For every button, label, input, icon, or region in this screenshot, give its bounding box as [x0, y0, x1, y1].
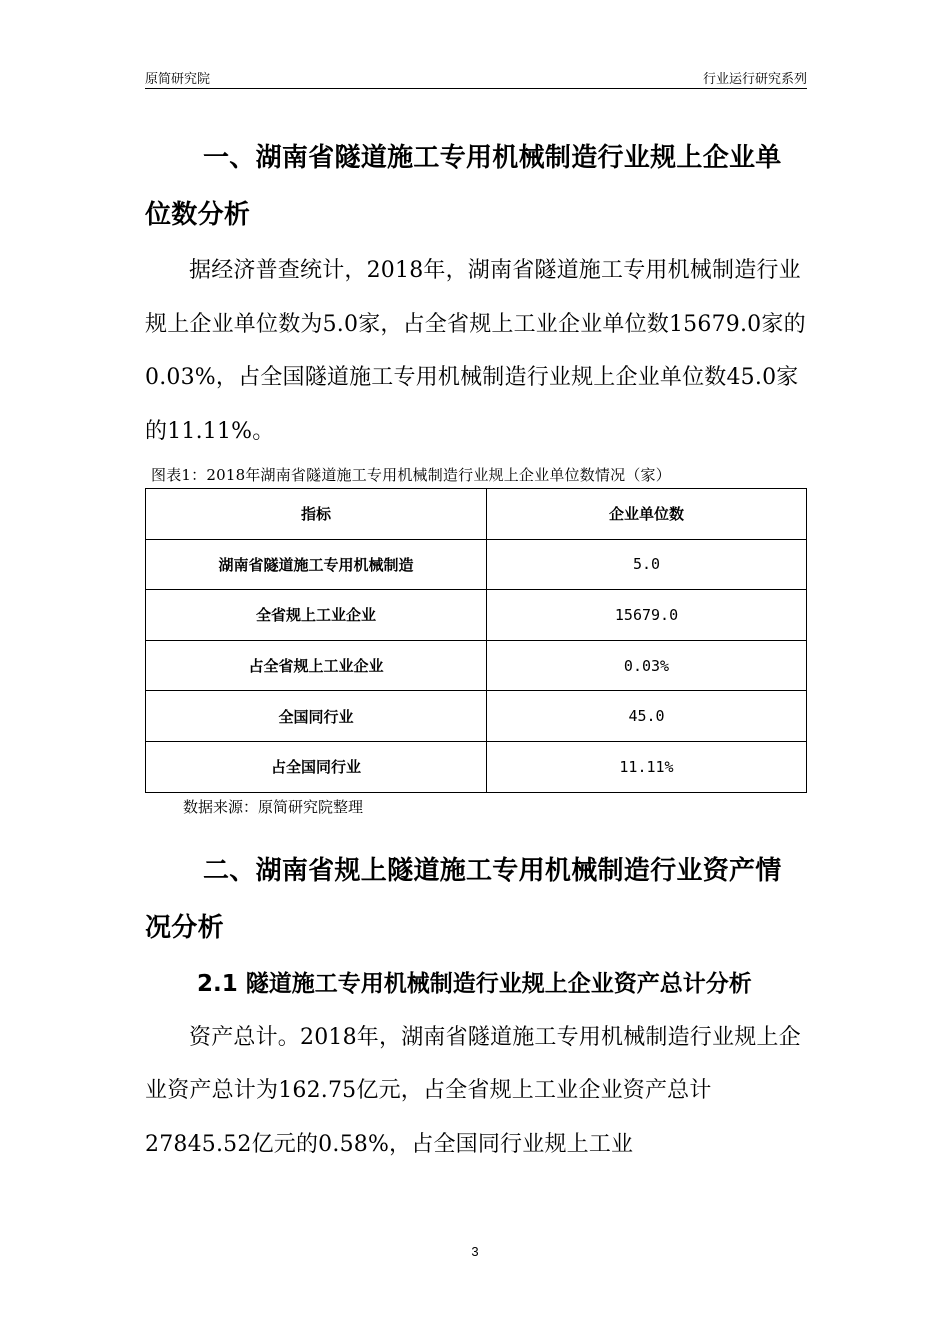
page-number: 3 [471, 1244, 479, 1259]
header-left-title: 原简研究院 [145, 72, 211, 87]
table-source-note: 数据来源：原简研究院整理 [183, 797, 364, 816]
section-1-heading: 一、湖南省隧道施工专用机械制造行业规上企业单位数分析 [145, 143, 782, 230]
table-row [146, 539, 807, 590]
section-1-paragraph: 据经济普查统计，2018年，湖南省隧道施工专用机械制造行业规上企业单位数为5.0家，占全省规上工业企业单位数15679.0家的0.03%，占全国隧道施工专用机械制造行业规上企业单位数45.0家的11.11%。 [145, 258, 806, 444]
table-cell-label: 全省规上工业企业 [146, 590, 487, 641]
table-row [146, 640, 807, 691]
table-cell-label: 占全国同行业 [146, 741, 487, 792]
table-row [146, 590, 807, 641]
table-cell-value: 0.03% [487, 640, 807, 691]
table-cell-value: 5.0 [487, 539, 807, 590]
table-header-row [146, 489, 807, 540]
table-cell-value: 15679.0 [487, 590, 807, 641]
table-row [146, 691, 807, 742]
table-cell-label: 占全省规上工业企业 [146, 640, 487, 691]
table-caption: 图表1：2018年湖南省隧道施工专用机械制造行业规上企业单位数情况（家） [151, 466, 671, 484]
table-cell-label: 湖南省隧道施工专用机械制造 [146, 539, 487, 590]
section-2-1-heading: 2.1 隧道施工专用机械制造行业规上企业资产总计分析 [197, 970, 752, 997]
header-right-title: 行业运行研究系列 [702, 72, 807, 87]
table-cell-value: 11.11% [487, 741, 807, 792]
table-header-indicator: 指标 [146, 489, 487, 540]
table-cell-value: 45.0 [487, 691, 807, 742]
document-body [145, 130, 807, 1171]
section-2-paragraph: 资产总计。2018年，湖南省隧道施工专用机械制造行业规上企业资产总计为162.75亿元，占全省规上工业企业资产总计27845.52亿元的0.58%，占全国同行业规上工业 [145, 1024, 801, 1157]
page-header [145, 66, 807, 89]
table-row [146, 741, 807, 792]
section-2-heading: 二、湖南省规上隧道施工专用机械制造行业资产情况分析 [145, 855, 782, 943]
enterprise-count-table [145, 488, 807, 793]
table-header-count: 企业单位数 [487, 489, 807, 540]
table-cell-label: 全国同行业 [146, 691, 487, 742]
